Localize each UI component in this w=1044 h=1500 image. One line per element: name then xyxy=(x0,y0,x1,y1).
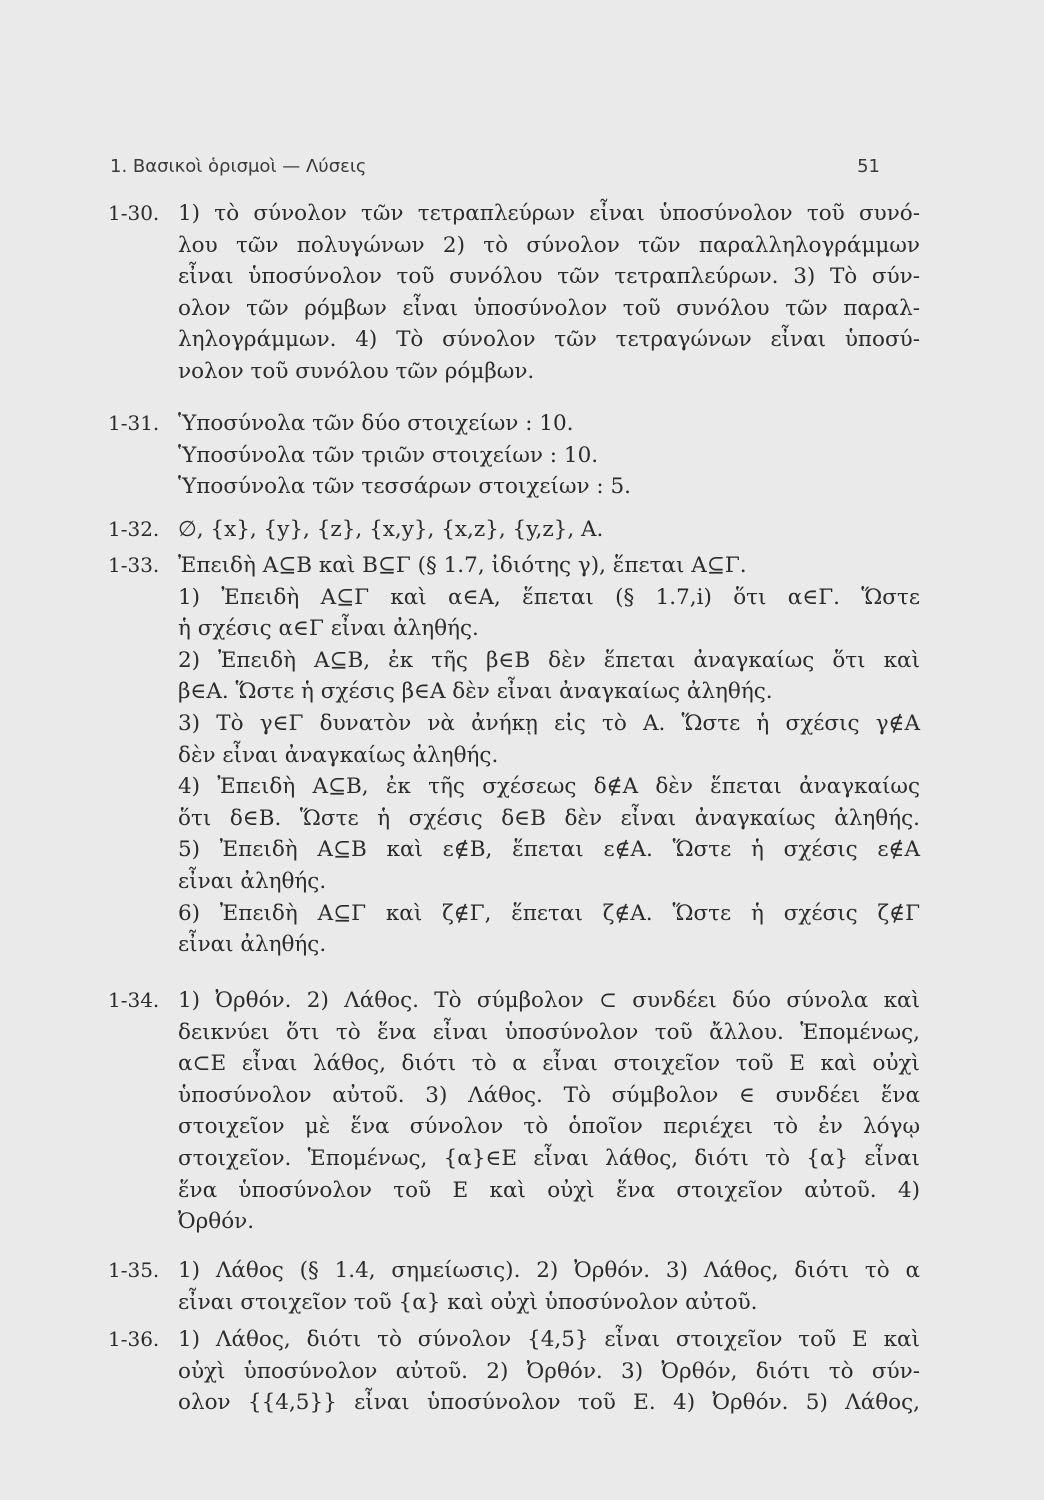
text-line: 1) Ὀρθόν. 2) Λάθος. Τὸ σύμβολον ⊂ συνδέει δύο σύνολα καὶ xyxy=(178,988,920,1013)
solution-1-35 xyxy=(108,1255,920,1318)
solution-1-33 xyxy=(108,550,920,961)
text-line: Ὑποσύνολα τῶν δύο στοιχείων : 10. xyxy=(178,411,574,436)
text-line: Ἐπειδὴ A⊆B καὶ B⊆Γ (§ 1.7, ἰδιότης γ), ἕπεται A⊆Γ. xyxy=(178,553,747,578)
text-line: ὑποσύνολον αὐτοῦ. 3) Λάθος. Τὸ σύμβολον ∈ συνδέει ἕνα xyxy=(178,1082,920,1108)
solution-1-36 xyxy=(108,1324,920,1419)
text-line: 1) Ἐπειδὴ A⊆Γ καὶ α∈A, ἕπεται (§ 1.7,i) ὅτι α∈Γ. Ὥστε xyxy=(178,584,920,610)
text-line: ∅, {x}, {y}, {z}, {x,y}, {x,z}, {y,z}, A. xyxy=(178,517,604,542)
text-line: νολον τοῦ συνόλου τῶν ρόμβων. xyxy=(178,358,535,384)
text-line: στοιχεῖον μὲ ἕνα σύνολον τὸ ὁποῖον περιέχει τὸ ἐν λόγῳ xyxy=(178,1114,920,1140)
text-line: ληλογράμμων. 4) Τὸ σύνολον τῶν τετραγώνων εἶναι ὑποσύ- xyxy=(178,327,920,353)
text-line: ἕνα ὑποσύνολον τοῦ E καὶ οὐχὶ ἕνα στοιχεῖον αὐτοῦ. 4) xyxy=(178,1177,920,1203)
solution-number: 1-35. xyxy=(108,1258,160,1282)
solution-number: 1-36. xyxy=(108,1327,160,1351)
text-line: 6) Ἐπειδὴ A⊆Γ καὶ ζ∉Γ, ἕπεται ζ∉A. Ὥστε ἡ σχέσις ζ∉Γ xyxy=(178,900,920,926)
text-line: 1) τὸ σύνολον τῶν τετραπλεύρων εἶναι ὑποσύνολον τοῦ συνό- xyxy=(178,201,920,226)
solution-body xyxy=(178,1255,920,1318)
solution-number: 1-30. xyxy=(108,201,160,225)
text-line: 5) Ἐπειδὴ A⊆B καὶ ε∉B, ἕπεται ε∉A. Ὥστε ἡ σχέσις ε∉A xyxy=(178,837,920,863)
solution-1-32 xyxy=(108,514,920,546)
solution-body xyxy=(178,550,920,961)
text-line: στοιχεῖον. Ἑπομένως, {α}∈E εἶναι λάθος, διότι τὸ {α} εἶναι xyxy=(178,1145,920,1171)
solution-body xyxy=(178,985,920,1238)
text-line: δὲν εἶναι ἀναγκαίως ἀληθής. xyxy=(178,742,499,768)
text-line: δεικνύει ὅτι τὸ ἕνα εἶναι ὑποσύνολον τοῦ ἄλλου. Ἑπομένως, xyxy=(178,1019,920,1045)
text-line: Ὑποσύνολα τῶν τριῶν στοιχείων : 10. xyxy=(178,442,599,468)
text-line: ολον τῶν ρόμβων εἶναι ὑποσύνολον τοῦ συνόλου τῶν παραλ- xyxy=(178,295,920,321)
text-line: οὐχὶ ὑποσύνολον αὐτοῦ. 2) Ὀρθόν. 3) Ὀρθόν, διότι τὸ σύν- xyxy=(178,1358,920,1384)
solution-body xyxy=(178,198,920,388)
solution-body xyxy=(178,1324,920,1419)
solution-1-30 xyxy=(108,198,920,388)
text-line: εἶναι ὑποσύνολον τοῦ συνόλου τῶν τετραπλεύρων. 3) Τὸ σύν- xyxy=(178,264,920,290)
text-line: 1) Λάθος, διότι τὸ σύνολον {4,5} εἶναι στοιχεῖον τοῦ E καὶ xyxy=(178,1327,920,1352)
text-line: Ὀρθόν. xyxy=(178,1209,255,1235)
text-line: εἶναι ἀληθής. xyxy=(178,868,327,894)
page-number: 51 xyxy=(857,156,880,177)
text-line: 3) Τὸ γ∈Γ δυνατὸν νὰ ἀνήκῃ εἰς τὸ A. Ὥστε ἡ σχέσις γ∉A xyxy=(178,710,920,736)
text-line: εἶναι ἀληθής. xyxy=(178,932,327,958)
header-title: 1. Βασικοὶ ὁρισμοὶ — Λύσεις xyxy=(110,156,367,177)
text-line: 4) Ἐπειδὴ A⊆B, ἐκ τῆς σχέσεως δ∉A δὲν ἕπεται ἀναγκαίως xyxy=(178,774,920,800)
solution-number: 1-31. xyxy=(108,411,160,435)
text-line: ολον {{4,5}} εἶναι ὑποσύνολον τοῦ E. 4) Ὀρθόν. 5) Λάθος, xyxy=(178,1390,920,1416)
text-line: ἡ σχέσις α∈Γ εἶναι ἀληθής. xyxy=(178,616,479,642)
solution-number: 1-32. xyxy=(108,517,160,541)
text-line: β∈A. Ὥστε ἡ σχέσις β∈A δὲν εἶναι ἀναγκαίως ἀληθής. xyxy=(178,679,773,705)
text-line: Ὑποσύνολα τῶν τεσσάρων στοιχείων : 5. xyxy=(178,474,631,500)
text-line: εἶναι στοιχεῖον τοῦ {α} καὶ οὐχὶ ὑποσύνολον αὐτοῦ. xyxy=(178,1289,758,1315)
solution-body xyxy=(178,514,920,546)
text-line: 2) Ἐπειδὴ A⊆B, ἐκ τῆς β∈B δὲν ἕπεται ἀναγκαίως ὅτι καὶ xyxy=(178,647,920,673)
solution-number: 1-33. xyxy=(108,553,160,577)
solution-1-34 xyxy=(108,985,920,1238)
text-line: α⊂E εἶναι λάθος, διότι τὸ α εἶναι στοιχεῖον τοῦ E καὶ οὐχὶ xyxy=(178,1051,920,1077)
text-line: ὅτι δ∈B. Ὥστε ἡ σχέσις δ∈B δὲν εἶναι ἀναγκαίως ἀληθής. xyxy=(178,805,920,831)
text-line: λου τῶν πολυγώνων 2) τὸ σύνολον τῶν παραλληλογράμμων xyxy=(178,232,920,258)
solution-1-31 xyxy=(108,408,920,503)
solution-number: 1-34. xyxy=(108,988,160,1012)
text-line: 1) Λάθος (§ 1.4, σημείωσις). 2) Ὀρθόν. 3) Λάθος, διότι τὸ α xyxy=(178,1258,920,1283)
solution-body xyxy=(178,408,920,503)
